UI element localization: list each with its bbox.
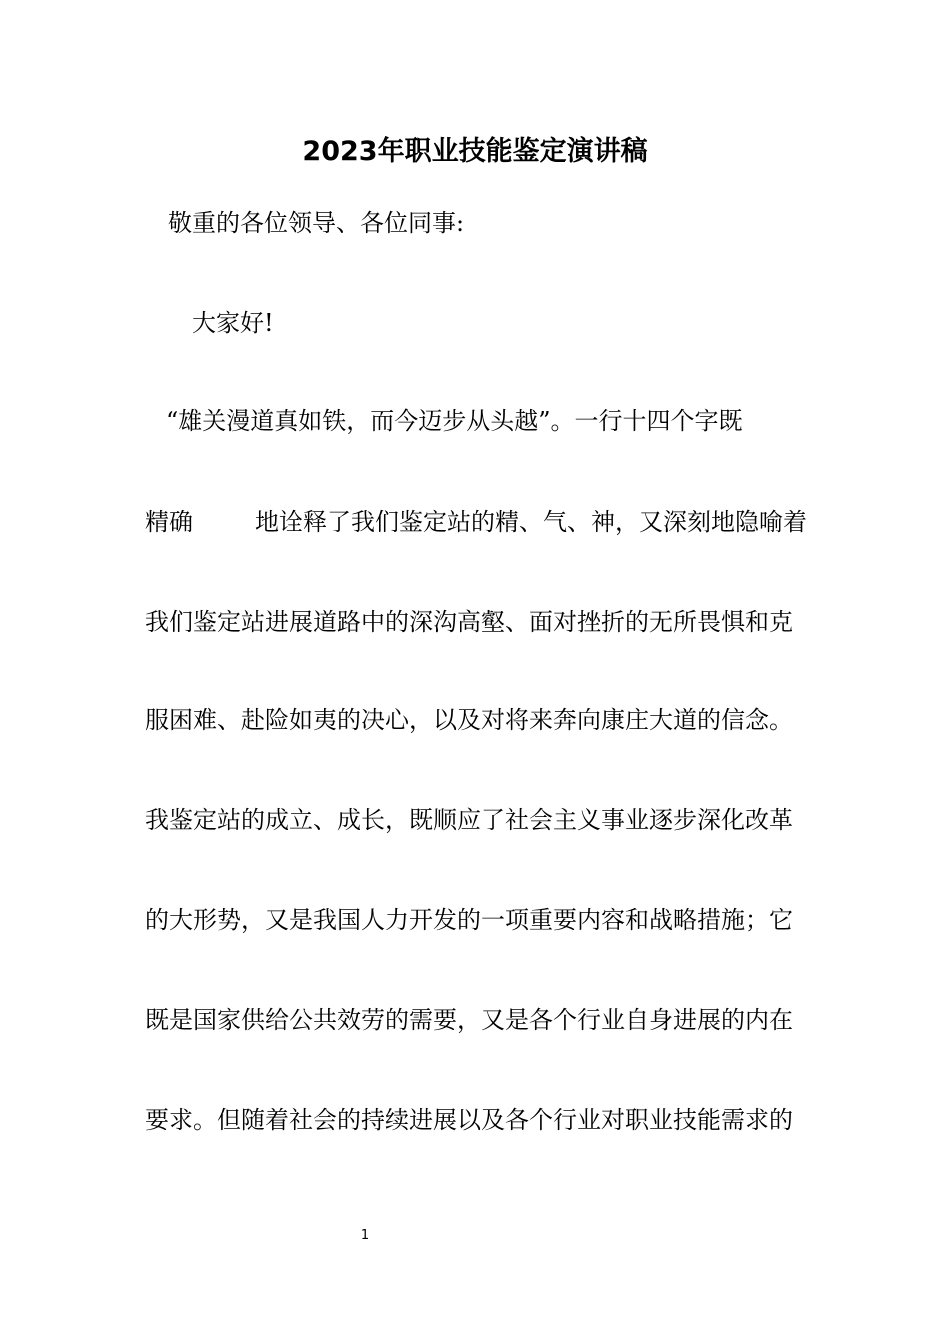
salutation: 敬重的各位领导、各位同事: (168, 209, 465, 237)
paragraph-line-2-start: 精确 (145, 508, 193, 536)
paragraph-line-7: 既是国家供给公共效劳的需要，又是各个行业自身进展的内在 (145, 1006, 793, 1034)
page-number: 1 (360, 1228, 370, 1243)
greeting: 大家好! (192, 309, 274, 337)
paragraph-line-4: 服困难、赴险如夷的决心，以及对将来奔向康庄大道的信念。 (145, 706, 793, 734)
paragraph-line-2-end: 地诠释了我们鉴定站的精、气、神，又深刻地隐喻着 (255, 508, 807, 536)
paragraph-line-3: 我们鉴定站进展道路中的深沟高壑、面对挫折的无所畏惧和克 (145, 608, 793, 636)
document-title: 2023年职业技能鉴定演讲稿 (302, 136, 648, 167)
paragraph-line-5: 我鉴定站的成立、成长，既顺应了社会主义事业逐步深化改革 (145, 806, 793, 834)
paragraph-line-2 (145, 502, 805, 542)
paragraph-line-1: “雄关漫道真如铁，而今迈步从头越”。一行十四个字既 (166, 407, 743, 435)
paragraph-line-8: 要求。但随着社会的持续进展以及各个行业对职业技能需求的 (145, 1106, 793, 1134)
paragraph-line-6: 的大形势，又是我国人力开发的一项重要内容和战略措施；它 (145, 906, 793, 934)
